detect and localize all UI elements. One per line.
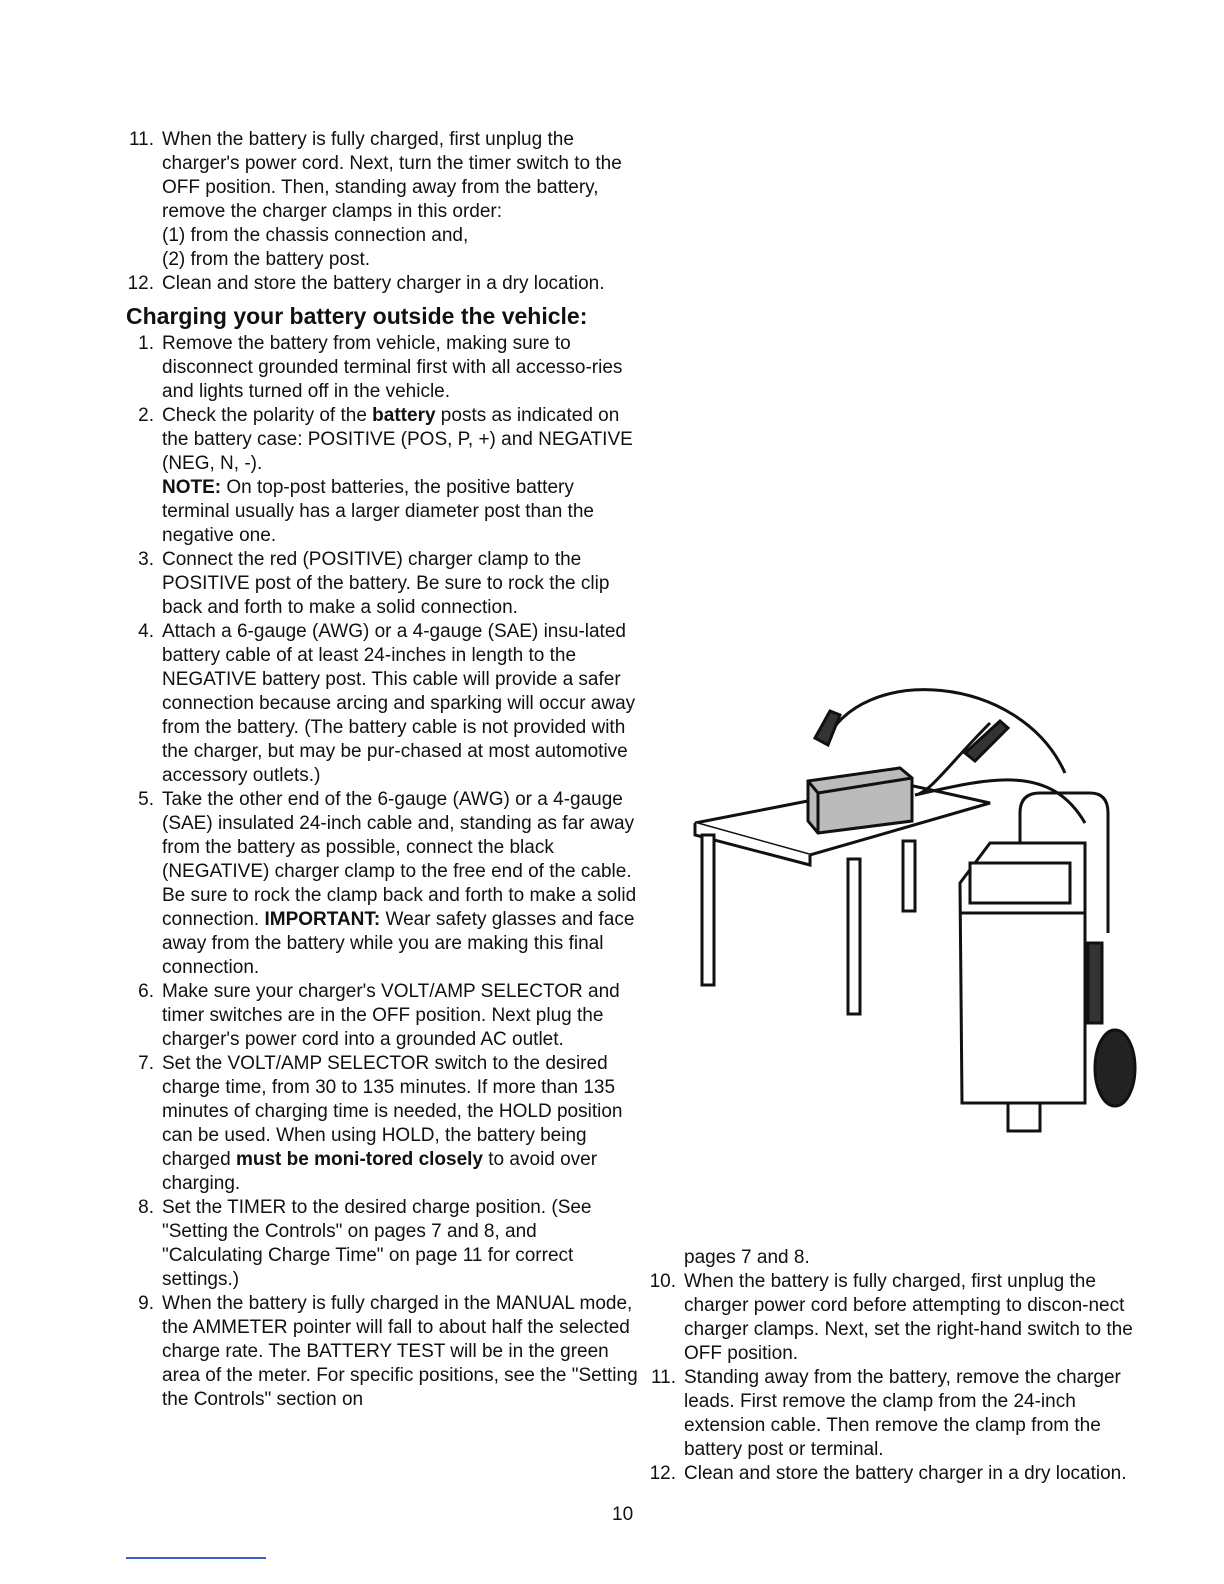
red-cable — [825, 690, 1065, 773]
step-6 — [118, 980, 638, 1052]
step-4 — [118, 620, 638, 788]
item-text: Clean and store the battery charger in a dry location. — [684, 1463, 1127, 1484]
item-number: 8. — [138, 1197, 154, 1218]
step-2: 2. Check the polarity of the battery posts as indicated on the battery case: POSITIVE (POS, P, +) and NEGATIVE (NEG, N, -). NOTE: On top-post batteries, the positive battery terminal usually has a larger diameter post than the negative one. — [118, 404, 638, 548]
page-number: 10 — [612, 1504, 634, 1525]
item-number: 12. — [127, 273, 154, 294]
charger-grille — [1088, 943, 1102, 1023]
table-leg — [848, 859, 860, 1014]
list-item — [118, 128, 638, 272]
charger-panel — [970, 863, 1070, 903]
sub-item: (1) from the chassis connection and, — [162, 225, 469, 246]
item-text: When the battery is fully charged in the MANUAL mode, the AMMETER pointer will fall to about half the selected charge rate. The BATTERY TEST will be in the green area of the meter. For specific positions, see the "Setting the Controls" section on — [162, 1293, 638, 1410]
item-number: 11. — [128, 129, 154, 150]
step-12 — [640, 1462, 1140, 1486]
item-number: 7. — [138, 1053, 154, 1074]
item-text: Set the TIMER to the desired charge position. (See "Setting the Controls" on pages 7 and 8, and "Calculating Charge Time" on page 11 for correct settings.) — [162, 1197, 592, 1290]
charger-illustration — [690, 683, 1140, 1143]
item-number: 12. — [649, 1463, 676, 1484]
item-text: Make sure your charger's VOLT/AMP SELECTOR and timer switches are in the OFF position. Next plug the charger's power cord into a grounded AC outlet. — [162, 981, 620, 1050]
item-number: 2. — [138, 405, 154, 426]
item-number: 4. — [138, 621, 154, 642]
item-number: 3. — [138, 549, 154, 570]
item-text: Attach a 6-gauge (AWG) or a 4-gauge (SAE) insu-lated battery cable of at least 24-inches in length to the NEGATIVE battery post. This cable will provide a safer connection because arcing and sparking will occur away from the battery. (The battery cable is not provided with the charger, but may be pur-chased at most automotive accessory outlets.) — [162, 621, 636, 786]
item-number: 11. — [650, 1367, 676, 1388]
step-10 — [640, 1270, 1140, 1366]
sub-item: (2) from the battery post. — [162, 249, 371, 270]
continued-text: pages 7 and 8. — [684, 1247, 810, 1268]
step-8 — [118, 1196, 638, 1292]
item-text: Connect the red (POSITIVE) charger clamp to the POSITIVE post of the battery. Be sure to rock the clip back and forth to make a solid connection. — [162, 549, 610, 618]
step-11 — [640, 1366, 1140, 1462]
item-text: Remove the battery from vehicle, making sure to disconnect grounded terminal first with all accesso-ries and lights turned off in the vehicle. — [162, 333, 623, 402]
step-1 — [118, 332, 638, 404]
step-9 — [118, 1292, 638, 1412]
footer-divider — [126, 1557, 266, 1559]
red-clamp — [815, 711, 840, 745]
list-item — [118, 272, 638, 296]
right-column — [640, 1246, 1140, 1486]
item-text: Standing away from the battery, remove the charger leads. First remove the clamp from the 24-inch extension cable. Then remove the clamp from the battery post or terminal. — [684, 1367, 1121, 1460]
item-number: 6. — [138, 981, 154, 1002]
step-5: 5. Take the other end of the 6-gauge (AWG) or a 4-gauge (SAE) insulated 24-inch cable and, standing as far away from the battery as possible, connect the black (NEGATIVE) charger clamp to the free end of the cable. Be sure to rock the clamp back and forth to make a solid connection. IMPORTANT: Wear safety glasses and face away from the battery while you are making this final connection. — [118, 788, 638, 980]
note: NOTE: On top-post batteries, the positive battery terminal usually has a larger diameter post than the negative one. — [162, 477, 594, 546]
item-number: 1. — [138, 333, 154, 354]
item-text: When the battery is fully charged, first unplug the charger power cord before attempting to discon-nect charger clamps. Next, set the right-hand switch to the OFF position. — [684, 1271, 1133, 1364]
item-number: 9. — [138, 1293, 154, 1314]
table-leg — [702, 835, 714, 985]
item-number: 5. — [138, 789, 154, 810]
item-text: Clean and store the battery charger in a dry location. — [162, 273, 605, 294]
section-heading: Charging your battery outside the vehicle: — [126, 303, 588, 329]
item-number: 10. — [649, 1271, 676, 1292]
charger-foot — [1008, 1103, 1040, 1131]
charger-wheel — [1095, 1030, 1135, 1106]
item-text: When the battery is fully charged, first unplug the charger's power cord. Next, turn the timer switch to the OFF position. Then, standing away from the battery, remove the charger clamps in this order: — [162, 129, 622, 222]
battery — [808, 768, 912, 833]
step-3 — [118, 548, 638, 620]
table-leg — [903, 841, 915, 911]
step-7: 7. Set the VOLT/AMP SELECTOR switch to the desired charge time, from 30 to 135 minutes. If more than 135 minutes of charging time is needed, the HOLD position can be used. When using HOLD, the battery being charged must be moni-tored closely to avoid over charging. — [118, 1052, 638, 1196]
left-column — [118, 128, 638, 1412]
